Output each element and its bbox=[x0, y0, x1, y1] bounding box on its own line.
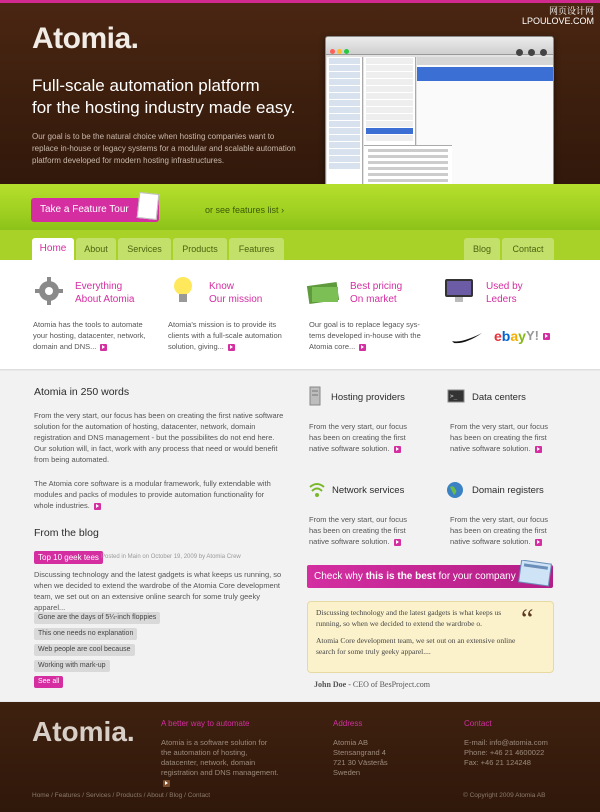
author-name: John Doe bbox=[314, 680, 347, 689]
feature-text-1-body: Atomia has the tools to automate your hosting, datacenter, network, domain and DNS... bbox=[33, 320, 146, 351]
address-line: Sweden bbox=[333, 768, 361, 777]
more-arrow-icon[interactable] bbox=[394, 446, 401, 453]
feature-title-2-line-2: Our mission bbox=[209, 294, 263, 305]
see-features-label: or see features list bbox=[205, 205, 279, 215]
blog-post-link[interactable]: Web people are cool because bbox=[34, 644, 135, 656]
tab-home[interactable]: Home bbox=[32, 238, 74, 260]
quote-icon: “ bbox=[521, 604, 534, 635]
feature-text-2 bbox=[168, 319, 288, 352]
blog-post-meta: Posted in Main on October 19, 2009 by Atomia Crew bbox=[101, 554, 241, 560]
cta-text-bold: this is the best bbox=[365, 571, 436, 582]
monitor-icon bbox=[444, 278, 474, 304]
service-text-hosting bbox=[309, 421, 419, 454]
more-arrow-icon[interactable] bbox=[394, 539, 401, 546]
watermark bbox=[522, 6, 594, 26]
footer-about-text bbox=[161, 738, 279, 788]
footer-about-body: Atomia is a software solution for the automation of hosting, datacenter, network, domain registration and DNS management. bbox=[161, 738, 279, 777]
feature-title-2-line-1: Know bbox=[209, 281, 235, 292]
lightbulb-icon bbox=[172, 275, 194, 307]
yahoo-logo: Y! bbox=[526, 328, 539, 343]
tab-features[interactable]: Features bbox=[229, 238, 284, 260]
tab-products[interactable]: Products bbox=[173, 238, 227, 260]
feature-title-1-line-1: Everything bbox=[75, 281, 123, 292]
gear-icon bbox=[34, 276, 64, 306]
nike-logo bbox=[450, 332, 484, 344]
footer-address-heading: Address bbox=[333, 719, 363, 728]
blog-post-link[interactable]: Working with mark-up bbox=[34, 660, 110, 672]
about-heading: Atomia in 250 words bbox=[34, 386, 130, 398]
hero-intro: Our goal is to be the natural choice when hosting companies want to replace in-house or legacy systems for a modular and scalable automation platform developed for modern hosting infrastructures. bbox=[32, 132, 296, 165]
author-role: - CEO of BesProject.com bbox=[346, 680, 430, 689]
feature-title-4-line-2: Leders bbox=[486, 294, 517, 305]
feature-title-4[interactable] bbox=[486, 280, 523, 306]
money-icon bbox=[306, 278, 342, 306]
more-arrow-icon[interactable] bbox=[100, 344, 107, 351]
tab-contact[interactable]: Contact bbox=[502, 238, 554, 260]
contact-phone: Phone: +46 21 4600022 bbox=[464, 748, 545, 757]
about-paragraph-2 bbox=[34, 478, 284, 511]
service-text-datacenters bbox=[450, 421, 560, 454]
contact-email[interactable]: E-mail: info@atomia.com bbox=[464, 738, 548, 747]
footer-contact-heading: Contact bbox=[464, 719, 492, 728]
testimonial-p2: Atomia Core development team, we set out on an extensive online search for some truly geeky apparel.... bbox=[316, 636, 516, 656]
more-arrow-icon[interactable] bbox=[535, 446, 542, 453]
feature-title-3[interactable] bbox=[350, 280, 402, 306]
footer-copyright: © Copyright 2009 Atomia AB bbox=[463, 792, 546, 799]
check-why-banner[interactable] bbox=[307, 565, 553, 588]
tagline-line-1: Full-scale automation platform bbox=[32, 76, 260, 95]
paper-sheet-icon bbox=[137, 192, 160, 220]
chevron-right-icon: › bbox=[281, 205, 285, 215]
terminal-icon bbox=[447, 389, 465, 403]
cta-text-post: for your company bbox=[435, 571, 516, 582]
more-arrow-icon[interactable] bbox=[94, 503, 101, 510]
feature-title-3-line-1: Best pricing bbox=[350, 281, 403, 292]
feature-text-3-body: Our goal is to replace legacy sys-tems developed in-house with the Atomia core... bbox=[309, 320, 421, 351]
service-text-network bbox=[309, 514, 419, 547]
footer-address bbox=[333, 738, 388, 778]
blog-post-tag[interactable]: Top 10 geek tees bbox=[34, 551, 103, 564]
feature-title-4-line-1: Used by bbox=[486, 281, 523, 292]
about-paragraph-1: From the very start, our focus has been on creating the first native software solution for the automation of hosting, datacenter, network, domain registration and DNS management - but the possibilites do not end here. Our solution will, in fact, work with any process that need or would benefit from being automated. bbox=[34, 411, 284, 464]
contact-fax: Fax: +46 21 124248 bbox=[464, 758, 531, 767]
tab-services[interactable]: Services bbox=[118, 238, 171, 260]
about-paragraph-2-text: The Atomia core software is a modular framework, fully extendable with modules and packs of modules to provide automation functionality for whole industries. bbox=[34, 479, 271, 510]
features-band bbox=[0, 260, 600, 370]
blog-post-link[interactable]: Gone are the days of 5¼-inch floppies bbox=[34, 612, 160, 624]
blog-post-excerpt: Discussing technology and the latest gadgets is what keeps us running, so when we decided to extend the wardrobe of the Atomia Core development team, we set out on an extensive online search for some truly geeky apparel... bbox=[34, 570, 282, 612]
address-line: Stensangrand 4 bbox=[333, 748, 386, 757]
footer-contact bbox=[464, 738, 548, 768]
service-text-network-body: From the very start, our focus has been on creating the first native software solution. bbox=[309, 515, 407, 546]
feature-title-3-line-2: On market bbox=[350, 294, 397, 305]
see-all-button[interactable]: See all bbox=[34, 676, 63, 688]
feature-text-1 bbox=[33, 319, 153, 352]
address-line: 721 30 Västerås bbox=[333, 758, 388, 767]
testimonial-text bbox=[316, 607, 516, 657]
feature-text-2-body: Atomia's mission is to provide its clients with a full-scale automation solution, giving... bbox=[168, 320, 282, 351]
feature-title-1[interactable] bbox=[75, 280, 134, 306]
testimonial-p1: Discussing technology and the latest gadgets is what keeps us running, so when we decided to extend the wardrobe o. bbox=[316, 608, 502, 628]
cta-text-pre: Check why bbox=[314, 571, 366, 582]
service-title-network[interactable]: Network services bbox=[332, 485, 405, 496]
more-arrow-icon[interactable] bbox=[228, 344, 235, 351]
blog-heading: From the blog bbox=[34, 527, 99, 539]
service-text-domains-body: From the very start, our focus has been on creating the first native software solution. bbox=[450, 515, 548, 546]
tab-about[interactable]: About bbox=[76, 238, 116, 260]
watermark-line-1: 网页设计网 bbox=[548, 6, 594, 16]
tab-blog[interactable]: Blog bbox=[464, 238, 500, 260]
more-arrow-icon[interactable] bbox=[359, 344, 366, 351]
more-arrow-icon[interactable] bbox=[163, 780, 170, 787]
address-line: Atomia AB bbox=[333, 738, 369, 747]
wifi-icon bbox=[308, 481, 326, 499]
service-title-domains[interactable]: Domain registers bbox=[472, 485, 544, 496]
feature-tour-button[interactable]: Take a Feature Tour bbox=[31, 198, 159, 222]
svg-text:>_: >_ bbox=[450, 393, 458, 400]
testimonial-author bbox=[314, 680, 430, 689]
window-icon bbox=[518, 560, 554, 588]
see-features-link[interactable] bbox=[205, 205, 284, 215]
service-text-domains bbox=[450, 514, 560, 547]
server-icon bbox=[309, 386, 321, 406]
tagline-line-2: for the hosting industry made easy. bbox=[32, 98, 296, 117]
feature-title-2[interactable] bbox=[209, 280, 262, 306]
hero-tagline bbox=[32, 75, 312, 119]
globe-icon bbox=[446, 481, 464, 499]
service-title-datacenters[interactable]: Data centers bbox=[472, 392, 526, 403]
logo[interactable]: Atomia. bbox=[32, 22, 139, 55]
footer-about-heading: A better way to automate bbox=[161, 719, 250, 728]
service-title-hosting[interactable]: Hosting providers bbox=[331, 392, 405, 403]
service-text-datacenters-body: From the very start, our focus has been on creating the first native software solution. bbox=[450, 422, 548, 453]
more-arrow-icon[interactable] bbox=[535, 539, 542, 546]
ebay-logo: ebay bbox=[494, 328, 526, 344]
feature-title-1-line-2: About Atomia bbox=[75, 294, 135, 305]
feature-text-3 bbox=[309, 319, 429, 352]
watermark-line-2: LPOULOVE.COM bbox=[521, 16, 594, 26]
blog-post-link[interactable]: This one needs no explanation bbox=[34, 628, 137, 640]
more-arrow-icon[interactable] bbox=[543, 333, 550, 340]
footer-nav[interactable]: Home / Features / Services / Products / About / Blog / Contact bbox=[32, 792, 211, 799]
service-text-hosting-body: From the very start, our focus has been on creating the first native software solution. bbox=[309, 422, 407, 453]
footer-logo[interactable]: Atomia. bbox=[32, 716, 135, 747]
